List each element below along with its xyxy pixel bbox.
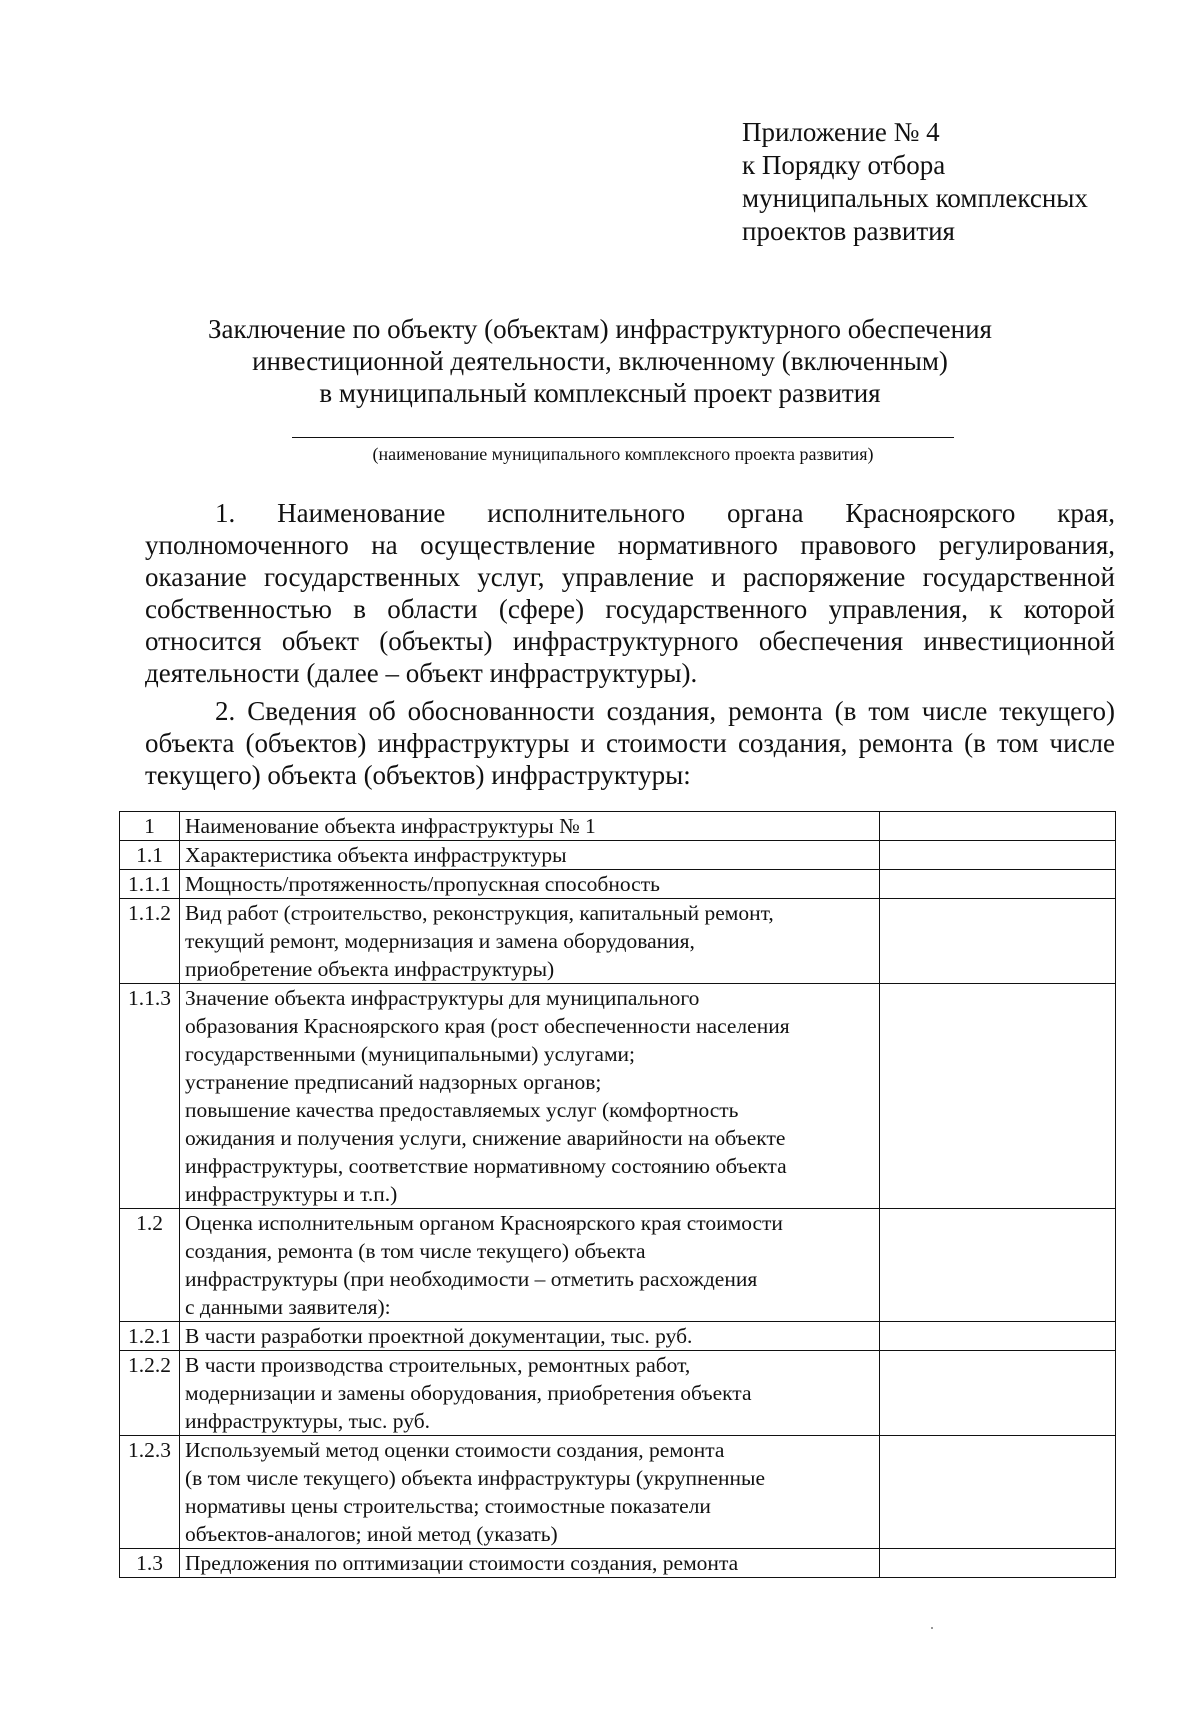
table-row [120,1436,1116,1549]
row-number: 1.1.3 [120,984,180,1209]
row-description: Мощность/протяженность/пропускная способность [180,870,880,899]
appendix-line: муниципальных комплексных [742,183,1088,213]
appendix-header [742,116,1088,248]
row-value-cell [880,1209,1116,1322]
row-number: 1.1.2 [120,899,180,984]
row-number: 1.2.3 [120,1436,180,1549]
appendix-line: Приложение № 4 [742,117,940,147]
row-number: 1.1 [120,841,180,870]
row-value-cell [880,870,1116,899]
row-description: Значение объекта инфраструктуры для муниципального образования Красноярского края (рост обеспеченности населения государственными (муниципальными) услугами; устранение предписаний надзорных органов; повышение качества предоставляемых услуг (комфортность ожидания и получения услуги, снижение аварийности на объекте инфраструктуры, соответствие нормативному состоянию объекта инфраструктуры и т.п.) [180,984,880,1209]
row-description: Оценка исполнительным органом Красноярского края стоимости создания, ремонта (в том числе текущего) объекта инфраструктуры (при необходимости – отметить расхождения с данными заявителя): [180,1209,880,1322]
table-row [120,1351,1116,1436]
row-number: 1.3 [120,1549,180,1578]
row-number: 1.2.2 [120,1351,180,1436]
row-description: Вид работ (строительство, реконструкция, капитальный ремонт, текущий ремонт, модернизация и замена оборудования, приобретение объекта инфраструктуры) [180,899,880,984]
row-value-cell [880,841,1116,870]
table-row [120,1322,1116,1351]
row-description: Характеристика объекта инфраструктуры [180,841,880,870]
row-number: 1.1.1 [120,870,180,899]
row-value-cell [880,1549,1116,1578]
table-row [120,1549,1116,1578]
project-name-underline [292,437,954,438]
title-line: в муниципальный комплексный проект развития [319,378,881,408]
scan-speck [931,1627,933,1629]
row-value-cell [880,899,1116,984]
table-row [120,899,1116,984]
row-description: Наименование объекта инфраструктуры № 1 [180,812,880,841]
document-title [140,313,1060,409]
row-value-cell [880,1436,1116,1549]
table-row [120,870,1116,899]
paragraph-2: 2. Сведения об обоснованности создания, ремонта (в том числе текущего) объекта (объектов) инфраструктуры и стоимости создания, ремонта (в том числе текущего) объекта (объектов) инфраструктуры: [145,696,1115,790]
row-value-cell [880,1351,1116,1436]
row-description: В части разработки проектной документации, тыс. руб. [180,1322,880,1351]
table-row [120,1209,1116,1322]
row-description: Используемый метод оценки стоимости создания, ремонта (в том числе текущего) объекта инфраструктуры (укрупненные нормативы цены строительства; стоимостные показатели объектов-аналогов; иной метод (указать) [180,1436,880,1549]
title-line: инвестиционной деятельности, включенному (включенным) [252,346,948,376]
row-description: В части производства строительных, ремонтных работ, модернизации и замены оборудования, приобретения объекта инфраструктуры, тыс. руб. [180,1351,880,1436]
row-number: 1.2 [120,1209,180,1322]
paragraph-1: 1. Наименование исполнительного органа Красноярского края, уполномоченного на осуществление нормативного правового регулирования, оказание государственных услуг, управление и распоряжение государственной собственностью в области (сфере) государственного управления, к которой относится объект (объекты) инфраструктурного обеспечения инвестиционной деятельности (далее – объект инфраструктуры). [145,498,1115,688]
row-number: 1.2.1 [120,1322,180,1351]
title-line: Заключение по объекту (объектам) инфраструктурного обеспечения [208,314,992,344]
row-value-cell [880,812,1116,841]
row-description: Предложения по оптимизации стоимости создания, ремонта [180,1549,880,1578]
appendix-line: к Порядку отбора [742,150,946,180]
row-value-cell [880,984,1116,1209]
infrastructure-info-table [119,811,1116,1578]
appendix-line: проектов развития [742,216,955,246]
row-value-cell [880,1322,1116,1351]
table-row [120,841,1116,870]
table-row [120,812,1116,841]
table-row [120,984,1116,1209]
project-name-caption: (наименование муниципального комплексного проекта развития) [372,444,874,464]
row-number: 1 [120,812,180,841]
